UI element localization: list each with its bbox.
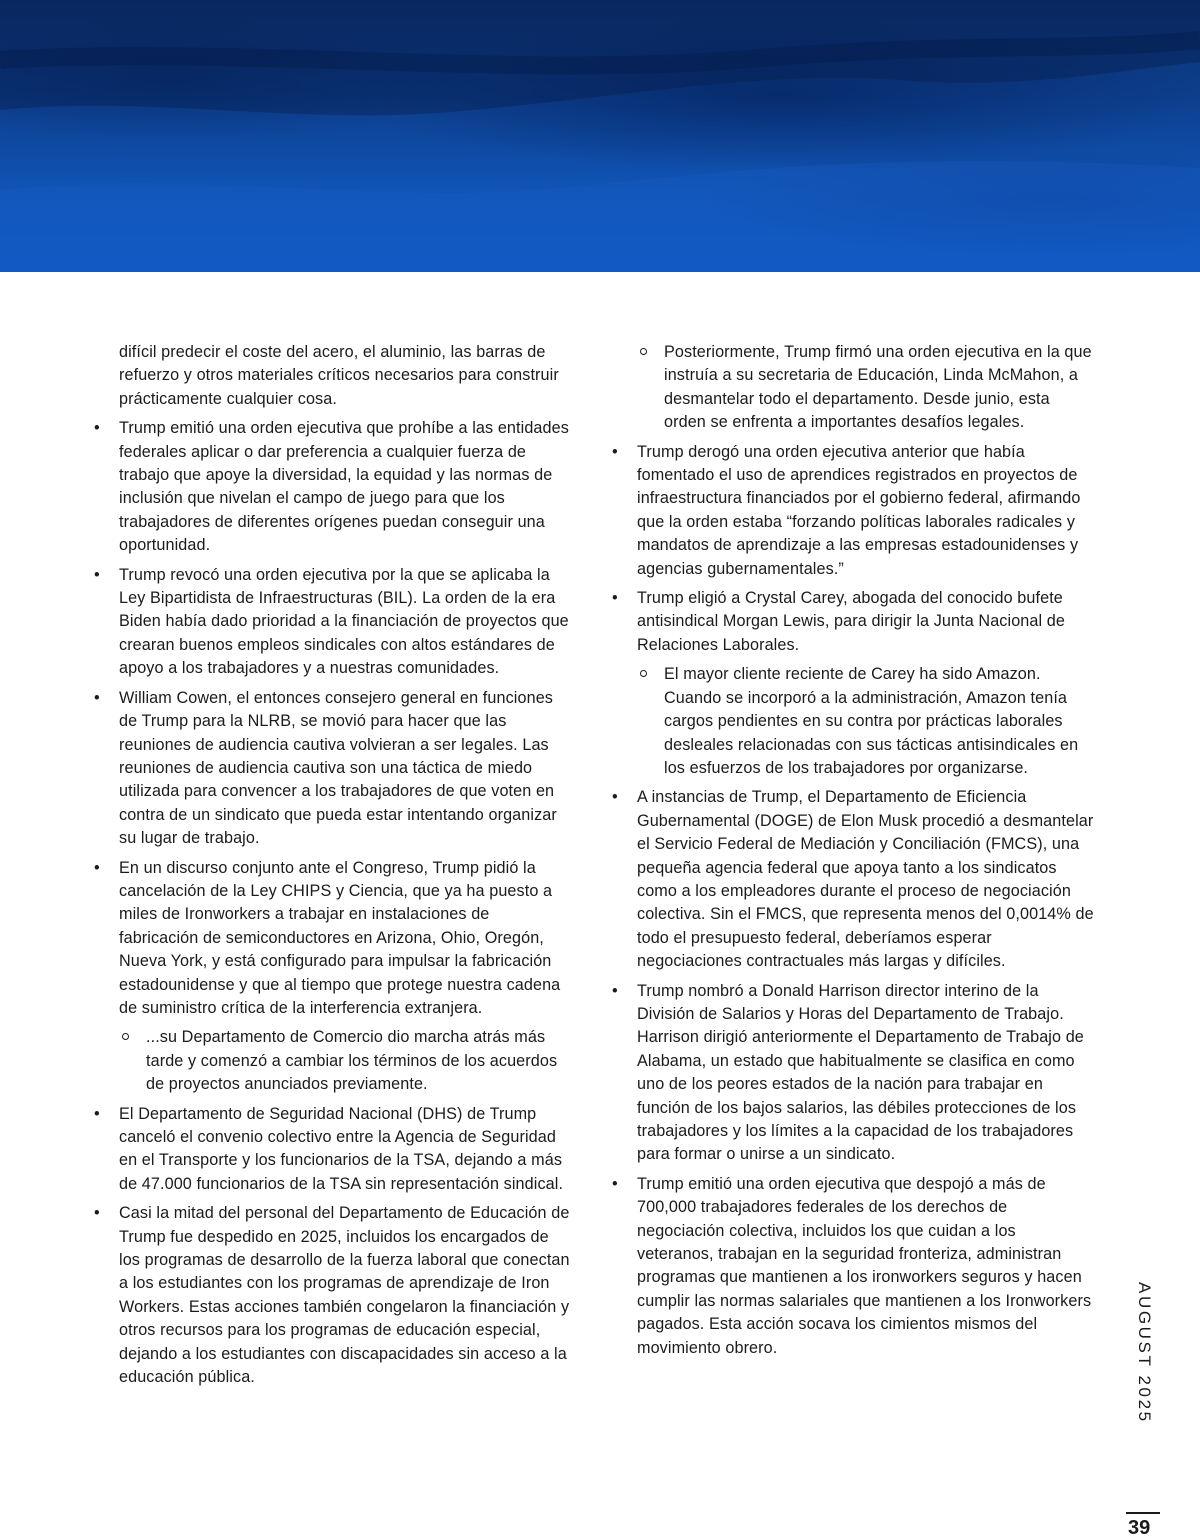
hollow-bullet-icon: [640, 348, 647, 355]
sub-list-item: ...su Departamento de Comercio dio marcha atrás más tarde y comenzó a cambiar los términos de los acuerdos de proyectos anunciados previamente.: [92, 1026, 570, 1096]
list-item: • Trump emitió una orden ejecutiva que prohíbe a las entidades federales aplicar o dar preferencia a cualquier fuerza de trabajo que apoye la diversidad, la equidad y las normas de inclusión que nivelan el campo de juego para que los trabajadores de diferentes orígenes puedan conseguir una oportunidad.: [94, 419, 569, 555]
bullet-icon: •: [94, 565, 100, 584]
banner-texture: [0, 0, 1200, 272]
bullet-icon: •: [94, 1104, 100, 1123]
issue-date-label: AUGUST 2025: [1135, 1282, 1154, 1424]
list-item: • Trump eligió a Crystal Carey, abogada del conocido bufete antisindical Morgan Lewis, para dirigir la Junta Nacional de Relaciones Laborales.: [612, 589, 1065, 654]
list-item: • El Departamento de Seguridad Nacional (DHS) de Trump canceló el convenio colectivo entre la Agencia de Seguridad en el Transporte y los funcionarios de la TSA, dejando a más de 47.000 funcionarios de la TSA sin representación sindical.: [94, 1104, 564, 1193]
bullet-icon: •: [94, 419, 100, 438]
list-item: • En un discurso conjunto ante el Congreso, Trump pidió la cancelación de la Ley CHIPS y Ciencia, que ya ha puesto a miles de Ironworkers a trabajar en instalaciones de fabricación de semiconductores en Arizona, Ohio, Oregón, Nueva York, y está configurado para impulsar la fabricación estadounidense y que al tiempo que protege nuestra cadena de suministro crítica de la interferencia extranjera.: [94, 858, 561, 1017]
list-item: • Trump revocó una orden ejecutiva por la que se aplicaba la Ley Bipartidista de Infraestructuras (BIL). La orden de la era Biden había dado prioridad a la financiación de proyectos que crearan buenos empleos sindicales con altos estándares de apoyo a los trabajadores y a nuestras comunidades.: [94, 565, 569, 678]
list-item: • Trump nombró a Donald Harrison director interino de la División de Salarios y Horas del Departamento de Trabajo. Harrison dirigió anteriormente el Departamento de Trabajo de Alabama, un estado que habitualmente se clasifica en como uno de los peores estados de la nación para trabajar en función de los bajos salarios, las débiles protecciones de los trabajadores y los límites a la capacidad de los trabajadores para formar o unirse a un sindicato.: [612, 981, 1084, 1164]
bullet-icon: •: [612, 788, 618, 807]
list-item: • Casi la mitad del personal del Departamento de Educación de Trump fue despedido en 2025, incluidos los encargados de los programas de desarrollo de la fuerza laboral que conectan a los estudiantes con los programas de aprendizaje de Iron Workers. Estas acciones también congelaron la financiación y otros recursos para los programas de educación especial, dejando a los estudiantes con discapacidades sin acceso a la educación pública.: [94, 1204, 570, 1387]
bullet-icon: •: [612, 589, 618, 608]
right-column: [610, 341, 1094, 1366]
footer-divider: [1126, 1512, 1160, 1514]
hollow-bullet-icon: [122, 1033, 129, 1040]
left-column: [92, 341, 570, 1395]
header-banner: [0, 0, 1200, 272]
bullet-icon: •: [612, 1174, 618, 1193]
sub-list-item: El mayor cliente reciente de Carey ha sido Amazon. Cuando se incorporó a la administración, Amazon tenía cargos pendientes en su contra por prácticas laborales desleales relacionadas con sus tácticas antisindicales en los esfuerzos de los trabajadores por organizarse.: [610, 663, 1094, 780]
list-item: • Trump derogó una orden ejecutiva anterior que había fomentado el uso de aprendices registrados en proyectos de infraestructura financiados por el gobierno federal, afirmando que la orden estaba “forzando políticas laborales radicales y mandatos de aprendizaje a las empresas estadounidenses y agencias gubernamentales.”: [612, 442, 1081, 578]
bullet-icon: •: [612, 442, 618, 461]
bullet-icon: •: [612, 981, 618, 1000]
page-number: 39: [1128, 1517, 1151, 1539]
list-item: • Trump emitió una orden ejecutiva que despojó a más de 700,000 trabajadores federales de los derechos de negociación colectiva, incluidos los que cuidan a los veteranos, trabajan en la seguridad fronteriza, administran programas que mantienen a los ironworkers seguros y hacen cumplir las normas salariales que mantienen a los Ironworkers pagados. Esta acción socava los cimientos mismos del movimiento obrero.: [612, 1174, 1092, 1357]
list-item: • William Cowen, el entonces consejero general en funciones de Trump para la NLRB, se movió para hacer que las reuniones de audiencia cautiva volvieran a ser legales. Las reuniones de audiencia cautiva son una táctica de miedo utilizada para convencer a los trabajadores de que voten en contra de un sindicato que pueda estar intentando organizar su lugar de trabajo.: [94, 688, 557, 848]
list-item: • A instancias de Trump, el Departamento de Eficiencia Gubernamental (DOGE) de Elon Musk procedió a desmantelar el Servicio Federal de Mediación y Conciliación (FMCS), una pequeña agencia federal que apoya tanto a los sindicatos como a los empleadores durante el proceso de negociación colectiva. Sin el FMCS, que representa menos del 0,0014% de todo el presupuesto federal, deberíamos esperar negociaciones contractuales más largas y difíciles.: [612, 788, 1094, 971]
bullet-icon: •: [94, 688, 100, 707]
sub-list-item: Posteriormente, Trump firmó una orden ejecutiva en la que instruía a su secretaria de Educación, Linda McMahon, a desmantelar todo el departamento. Desde junio, esta orden se enfrenta a importantes desafíos legales.: [610, 341, 1094, 435]
bullet-icon: •: [94, 1204, 100, 1223]
continuation-text: difícil predecir el coste del acero, el aluminio, las barras de refuerzo y otros materiales críticos necesarios para construir prácticamente cualquier cosa.: [119, 343, 559, 408]
bullet-icon: •: [94, 858, 100, 877]
hollow-bullet-icon: [640, 670, 647, 677]
